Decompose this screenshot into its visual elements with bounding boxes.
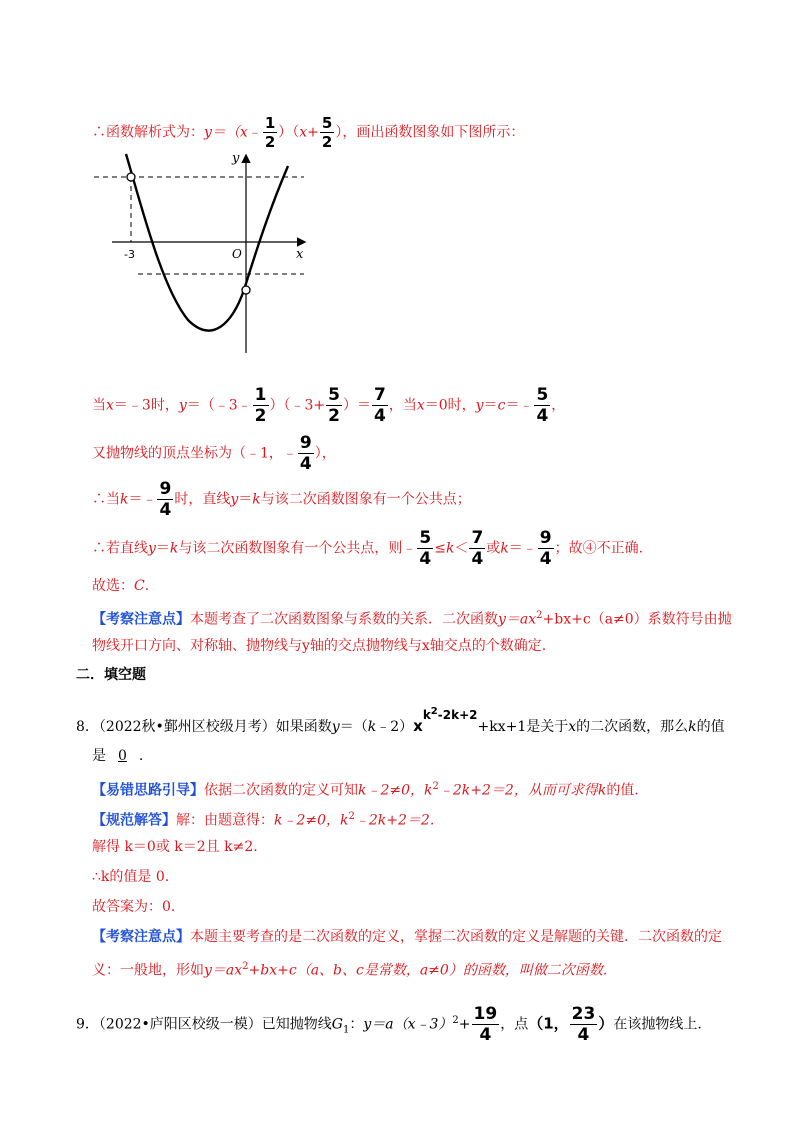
fraction: $\frac{5}{4}$ [536,385,549,426]
intro-line: ∴函数解析式为：y＝（x﹣ $\frac{1}{2}$ ）（x+ $\frac{5}{2}$ ），画出函数图象如下图所示： [92,114,525,151]
vertex-line: 又抛物线的顶点坐标为（﹣1，﹣ $\frac{9}{4}$ ）， [92,433,336,474]
note2-line2: 义：一般地，形如$y=ax^2+bx+c(a$、b、c是常数，a≠0）的函数，叫做二次函数. [92,961,608,979]
k-line: ∴当k＝﹣ $\frac{9}{4}$ 时，直线y＝k与该二次函数图象有一个公共点； [92,479,471,520]
fraction: $\frac{5}{2}$ [328,385,340,426]
note1-line2: 物线开口方向、对称轴、抛物线与y轴的交点抛物线与x轴交点的个数确定. [92,638,547,654]
note1-line1: 【考察注意点】本题考查了二次函数图象与系数的关系．二次函数$y=ax^2+bx+c(a\ne 0)$系数符号由抛 [92,610,732,628]
if-line: ∴若直线y＝k与该二次函数图象有一个公共点，则﹣ $\frac{5}{4}$ ≤k＜ $\frac{7}{4}$ 或k＝﹣ $\frac{9}{4}$ ；故④不正确. [92,528,644,569]
point-neg3 [127,173,135,181]
q8-solution: 【规范解答】解：由题意得：k﹣2≠0，$k^2﹣2k+2=2$. [92,811,435,829]
x-axis-label: x [296,247,304,262]
fraction: $\frac{9}{4}$ [159,479,172,520]
q8-line1: 8．（2022秋•鄞州区校级月考）如果函数$y=(k﹣2)xk^2-2k+2+kx+1$是关于x的二次函数，那么k的值 [76,706,725,735]
note2-line1: 【考察注意点】本题主要考查的是二次函数的定义，掌握二次函数的定义是解题的关键．二次函数的定 [92,929,722,945]
fraction: $\frac{5}{4}$ [419,528,432,569]
fraction: $\frac{5}{2}$ [321,114,333,151]
origin-label: O [232,247,242,261]
point-y-intercept [242,286,250,294]
q8-answer-line: 故答案为：0. [92,899,176,915]
q9-line: 9．（2022•庐阳区校级一模）已知抛物线$G_1$：y＝a（x﹣3）$^2$+ $\frac{19}{4}$ ，点（1， $\frac{23}{4}$ ）在该抛物线上. [76,1004,702,1045]
choose-line: 故选：C. [92,578,150,594]
fraction: $\frac{1}{2}$ [264,114,276,151]
section-heading: 二．填空题 [76,667,146,683]
fraction: $\frac{7}{4}$ [471,528,484,569]
q8-line2: 是 0 . [92,748,144,764]
q8-hint: 【易错思路引导】依据二次函数的定义可知k﹣2≠0，$k^2﹣2k+2=2$，从而可求得k的值. [92,781,639,799]
q8-k-value: ∴k的值是 0. [92,869,170,885]
fraction: $\frac{7}{4}$ [374,385,386,426]
q8-solve-step: 解得 k＝0或 k＝2且 k≠2. [92,839,258,855]
when-line: 当x＝﹣3时，y＝（﹣3﹣ $\frac{1}{2}$ ）（﹣3+ $\frac{5}{2}$ ）＝ $\frac{7}{4}$ ，当x＝0时，y＝c＝﹣ $\frac{5}{4}$ ， [92,385,566,426]
fraction: $\frac{9}{4}$ [539,528,552,569]
fraction: $\frac{23}{4}$ [571,1004,596,1045]
y-axis-label: y [232,151,240,166]
answer-blank: 0 [118,748,127,764]
parabola-graph [92,148,312,358]
neg3-label: -3 [124,248,135,261]
fraction: $\frac{1}{2}$ [254,385,267,426]
fraction: $\frac{9}{4}$ [299,433,312,474]
fraction: $\frac{19}{4}$ [473,1004,498,1045]
